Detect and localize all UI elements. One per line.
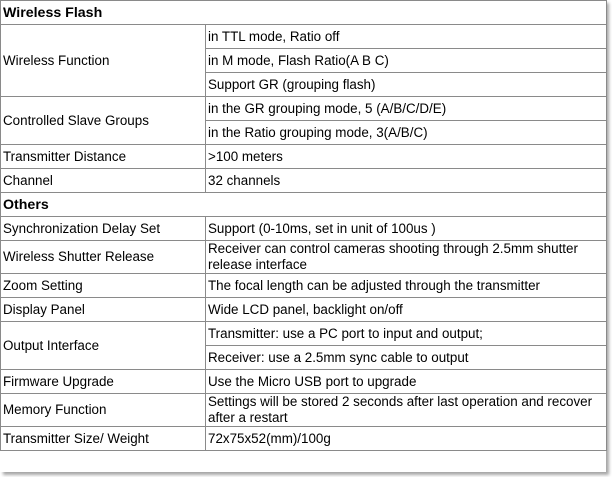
table-row — [1, 217, 607, 241]
table-row — [1, 97, 607, 121]
spec-label: Display Panel — [1, 298, 206, 322]
spec-label: Firmware Upgrade — [1, 370, 206, 394]
spec-value: Support GR (grouping flash) — [206, 73, 607, 97]
section-header-others — [1, 193, 607, 217]
spec-label: Wireless Function — [1, 25, 206, 97]
section-title: Wireless Flash — [1, 1, 607, 25]
spec-value: 72x75x52(mm)/100g — [206, 427, 607, 451]
spec-value: >100 meters — [206, 145, 607, 169]
spec-value: in the GR grouping mode, 5 (A/B/C/D/E) — [206, 97, 607, 121]
spec-label: Wireless Shutter Release — [1, 241, 206, 274]
spec-value: Settings will be stored 2 seconds after last operation and recover after a restart — [206, 394, 607, 427]
spec-value: in TTL mode, Ratio off — [206, 25, 607, 49]
spec-value: Transmitter: use a PC port to input and output; — [206, 322, 607, 346]
spec-label: Synchronization Delay Set — [1, 217, 206, 241]
spec-label: Transmitter Distance — [1, 145, 206, 169]
spec-label: Memory Function — [1, 394, 206, 427]
table-row — [1, 394, 607, 427]
table-row — [1, 274, 607, 298]
spec-label: Output Interface — [1, 322, 206, 370]
table-row — [1, 241, 607, 274]
spec-value: 32 channels — [206, 169, 607, 193]
spec-value: Use the Micro USB port to upgrade — [206, 370, 607, 394]
spec-value: in M mode, Flash Ratio(A B C) — [206, 49, 607, 73]
table-row — [1, 169, 607, 193]
spec-label: Channel — [1, 169, 206, 193]
table-row — [1, 370, 607, 394]
spec-label: Zoom Setting — [1, 274, 206, 298]
table-row — [1, 427, 607, 451]
spec-value: Receiver: use a 2.5mm sync cable to output — [206, 346, 607, 370]
spec-label: Controlled Slave Groups — [1, 97, 206, 145]
spec-value: The focal length can be adjusted through the transmitter — [206, 274, 607, 298]
spec-value: Receiver can control cameras shooting through 2.5mm shutter release interface — [206, 241, 607, 274]
section-title: Others — [1, 193, 607, 217]
spec-value: Wide LCD panel, backlight on/off — [206, 298, 607, 322]
spec-label: Transmitter Size/ Weight — [1, 427, 206, 451]
spec-value: in the Ratio grouping mode, 3(A/B/C) — [206, 121, 607, 145]
table-row — [1, 298, 607, 322]
spec-value: Support (0-10ms, set in unit of 100us ) — [206, 217, 607, 241]
section-header-wireless-flash — [1, 1, 607, 25]
table-row — [1, 322, 607, 346]
table-row — [1, 25, 607, 49]
table-row — [1, 145, 607, 169]
